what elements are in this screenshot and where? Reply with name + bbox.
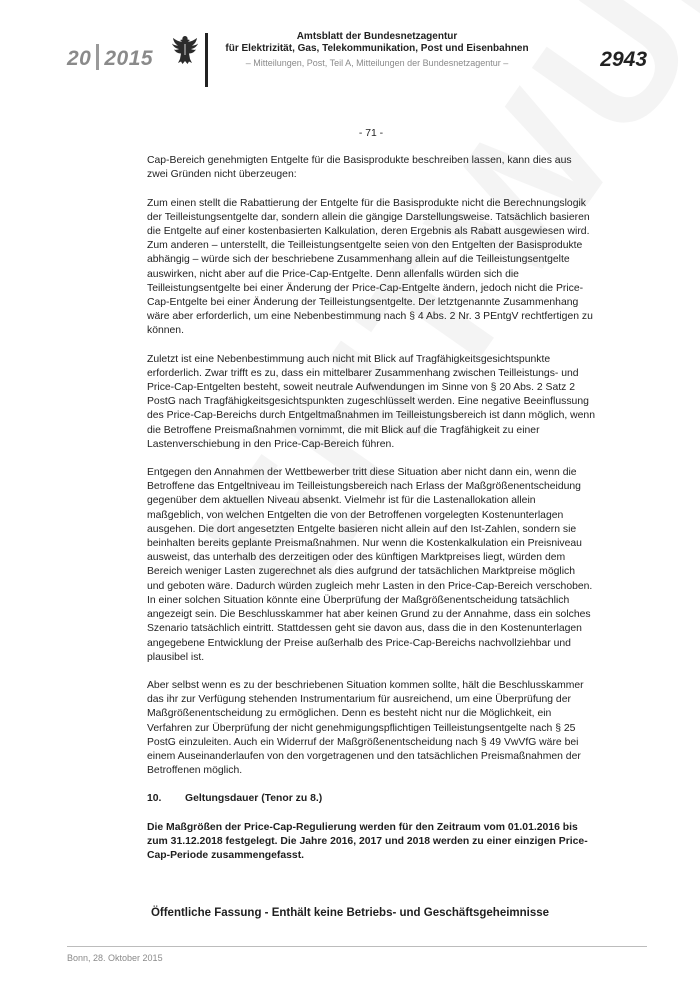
section-heading [147, 792, 595, 806]
issue-year: 2015 [104, 47, 154, 70]
section-title: Geltungsdauer (Tenor zu 8.) [185, 793, 323, 805]
final-paragraph: Die Maßgrößen der Price-Cap-Regulierung werden für den Zeitraum vom 01.01.2016 bis zum 31.12.2018 festgelegt. Die Jahre 2016, 2017 und 2018 werden zu einer einzigen Price-Cap-Periode zusammengefasst. [147, 821, 588, 861]
federal-eagle-icon [170, 33, 200, 67]
gazette-title-line1: Amtsblatt der Bundesnetzagentur [296, 31, 458, 42]
gazette-subtitle: – Mitteilungen, Post, Teil A, Mitteilungen der Bundesnetzagentur – [245, 58, 509, 68]
paragraph: Entgegen den Annahmen der Wettbewerber tritt diese Situation aber nicht dann ein, wenn die Betroffene das Entgeltniveau im Teilleistungsbereich nach Erlass der Maßgrößenentscheidung gegenüber dem aktuellen Niveau absenkt. Vielmehr ist für die Lastenallokation allein maßgeblich, von welchen Entgelten die von der Betroffenen vorgelegten Kostenunterlagen ausgehen. Die dort angesetzten Entgelte basieren nicht allein auf den Ist-Zahlen, sondern sie beinhalten bereits geplante Preismaßnahmen. Nur wenn die Kostenkalkulation ein Preisniveau ausweist, das unterhalb des derzeitigen oder des künftigen Marktpreises liegt, würden dem Bereich weniger Lasten zugerechnet als dies aufgrund der tatsächlichen Marktpreise möglich und geboten wäre. Dadurch würden zugleich mehr Lasten in den Price-Cap-Bereich verschoben. In einer solchen Situation könnte eine Überprüfung der Maßgrößenentscheidung tatsächlich angezeigt sein. Die Beschlusskammer hat aber keinen Grund zu der Annahme, dass ein solches Szenario tatsächlich eintritt. Stattdessen geht sie davon aus, dass die in den Kostenunterlagen angegebene Entwicklung der Preise außerhalb des Price-Cap-Bereichs nachvollziehbar und plausibel ist. [147, 467, 593, 663]
paragraph: Zum einen stellt die Rabattierung der Entgelte für die Basisprodukte nicht die Berechnungslogik der Teilleistungsentgelte dar, sondern allein die gängige Darstellungsweise. Tatsächlich basieren die Entgelte auf einer kostenbasierten Kalkulation, deren Ergebnis als Rabatt ausgewiesen wird. Zum anderen – unterstellt, die Teilleistungsentgelte seien von den Entgelten der Basisprodukte abhängig – würde sich der beschriebene Zusammenhang allein auf die Teilleistungsentgelte auswirken, nicht aber auf die Price-Cap-Entgelte. Denn allenfalls würden sich die Teilleistungsentgelte bei einer Änderung der Price-Cap-Entgelte ändern, jedoch nicht die Price-Cap-Entgelte bei einer Änderung der Teilleistungsentgelte. Der letztgenannte Zusammenhang wäre aber erforderlich, um eine Nebenbestimmung nach § 4 Abs. 2 Nr. 3 PEntgV rechtfertigen zu können. [147, 197, 593, 337]
footer-date: Bonn, 28. Oktober 2015 [67, 953, 163, 963]
page-number: 2943 [600, 48, 647, 71]
paragraph: Cap-Bereich genehmigten Entgelte für die Basisprodukte beschreiben lassen, kann dies aus zwei Gründen nicht überzeugen: [147, 155, 572, 181]
issue-number: 20 [67, 47, 92, 70]
public-version-notice: Öffentliche Fassung - Enthält keine Betriebs- und Geschäftsgeheimnisse [150, 907, 550, 919]
gazette-title [212, 31, 542, 55]
document-body [147, 127, 595, 877]
issue-separator [96, 44, 99, 70]
paragraph: Aber selbst wenn es zu der beschriebenen Situation kommen sollte, hält die Beschlusskammer das ihr zur Verfügung stehenden Instrumentarium für ausreichend, um eine Überprüfung der Maßgrößenentscheidung zu ermöglichen. Denn es besteht nicht nur die Möglichkeit, ein Verfahren zur Überprüfung der nicht genehmigungspflichtigen Teilleistungsentgelte nach § 25 PostG einzuleiten. Auch ein Widerruf der Maßgrößenentscheidung nach § 49 VwVfG wäre bei einem Auseinanderlaufen von den vorgetragenen und den tatsächlichen Preismaßnahmen der Betroffenen möglich. [147, 679, 584, 777]
section-number: 10. [147, 793, 162, 805]
header-divider [205, 33, 208, 87]
gazette-title-line2: für Elektrizität, Gas, Telekommunikation, Post und Eisenbahnen [225, 43, 529, 54]
paragraph: Zuletzt ist eine Nebenbestimmung auch nicht mit Blick auf Tragfähigkeitsgesichtspunkte erforderlich. Zwar trifft es zu, dass ein mittelbarer Zusammenhang zwischen Teilleistungs- und Price-Cap-Entgelten besteht, soweit neutrale Aufwendungen im Sinne von § 20 Abs. 2 Satz 2 PostG nach Tragfähigkeitsgesichtspunkten zugeschlüsselt werden. Eine negative Beeinflussung des Price-Cap-Bereichs durch Entgeltmaßnahmen im Teilleistungsbereich ist dann möglich, wenn die Betroffene Preismaßnahmen vornimmt, die mit Blick auf die Tragfähigkeit zu einer Lastenverschiebung in den Price-Cap-Bereich führen. [147, 353, 595, 450]
issue-label [67, 44, 153, 71]
footer-rule [67, 946, 647, 947]
inner-page-number: - 71 - [358, 128, 384, 139]
